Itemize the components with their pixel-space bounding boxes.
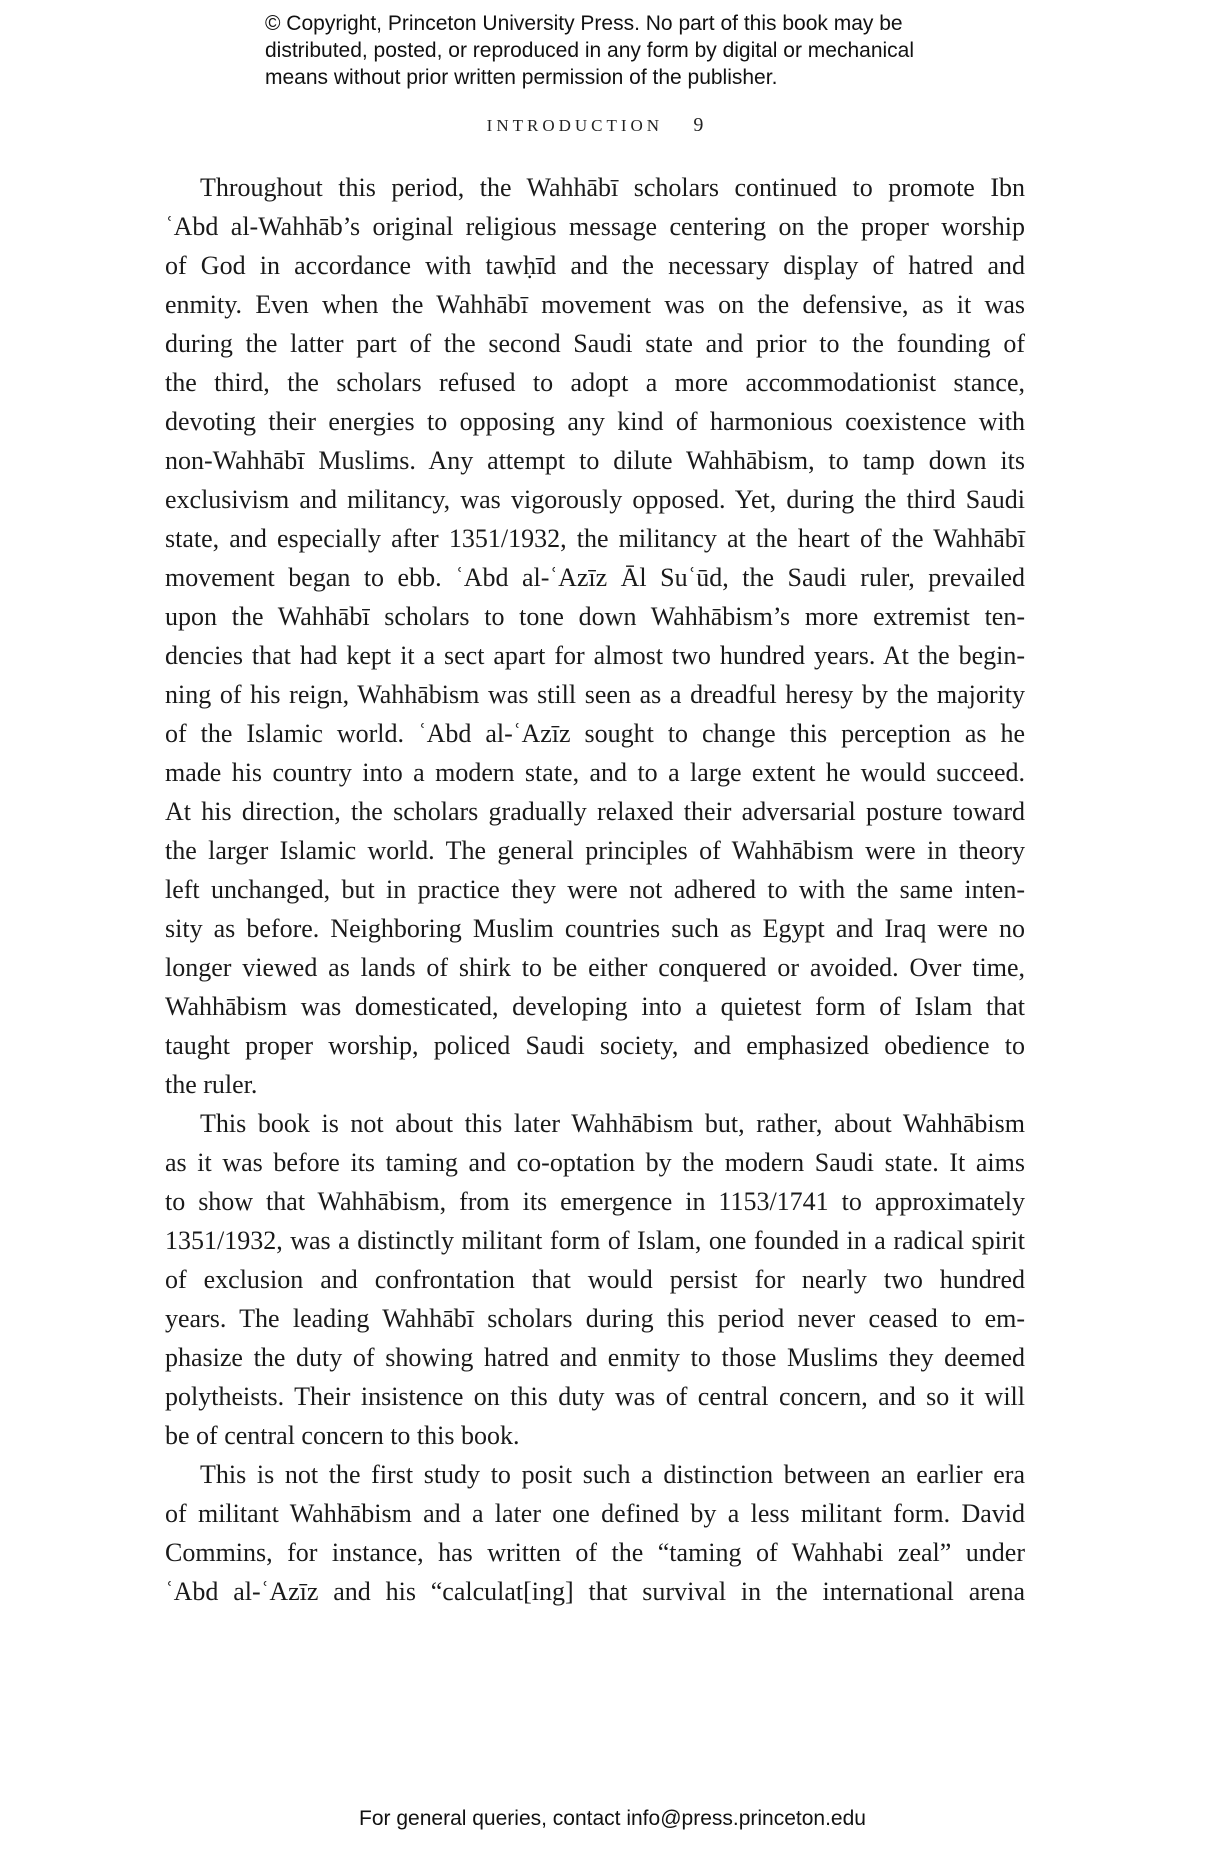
text-line: taught proper worship, policed Saudi society, and emphasized obedience to (165, 1031, 1025, 1060)
copyright-line: means without prior written permission of the publisher. (265, 66, 778, 89)
copyright-notice (265, 10, 1025, 91)
text-line: Throughout this period, the Wahhābī scholars continued to promote Ibn (200, 173, 1025, 202)
text-line: of militant Wahhābism and a later one defined by a less militant form. David (165, 1499, 1025, 1528)
text-line: At his direction, the scholars gradually relaxed their adversarial posture toward (165, 797, 1025, 826)
copyright-line: © Copyright, Princeton University Press. No part of this book may be (265, 12, 903, 35)
text-line: left unchanged, but in practice they were not adhered to with the same inten- (165, 875, 1025, 904)
paragraph (165, 1104, 1025, 1455)
chapter-title: INTRODUCTION (486, 116, 664, 135)
text-line: Commins, for instance, has written of the “taming of Wahhabi zeal” under (165, 1538, 1025, 1567)
body-text (165, 168, 1025, 1611)
paragraph (165, 168, 1025, 1104)
text-line: longer viewed as lands of shirk to be either conquered or avoided. Over time, (165, 953, 1025, 982)
text-line: polytheists. Their insistence on this duty was of central concern, and so it will (165, 1382, 1025, 1411)
running-head (165, 114, 1025, 137)
text-line: phasize the duty of showing hatred and enmity to those Muslims they deemed (165, 1343, 1025, 1372)
text-line: ning of his reign, Wahhābism was still seen as a dreadful heresy by the majority (165, 680, 1025, 709)
text-line: ʿAbd al-Wahhāb’s original religious message centering on the proper worship (165, 212, 1025, 241)
text-line: state, and especially after 1351/1932, the militancy at the heart of the Wahhābī (165, 524, 1025, 553)
text-line: the third, the scholars refused to adopt a more accommodationist stance, (165, 368, 1025, 397)
text-line: as it was before its taming and co-optation by the modern Saudi state. It aims (165, 1148, 1025, 1177)
text-line: This book is not about this later Wahhābism but, rather, about Wahhābism (200, 1109, 1025, 1138)
text-line: devoting their energies to opposing any kind of harmonious coexistence with (165, 407, 1025, 436)
text-line: of God in accordance with tawḥīd and the necessary display of hatred and (165, 251, 1025, 280)
text-line: Wahhābism was domesticated, developing into a quietest form of Islam that (165, 992, 1025, 1021)
text-line: the ruler. (165, 1070, 258, 1099)
footer-contact (0, 1807, 1225, 1831)
text-line: be of central concern to this book. (165, 1421, 520, 1450)
text-line: to show that Wahhābism, from its emergence in 1153/1741 to approximately (165, 1187, 1025, 1216)
text-line: the larger Islamic world. The general principles of Wahhābism were in theory (165, 836, 1025, 865)
text-line: of the Islamic world. ʿAbd al-ʿAzīz sought to change this perception as he (165, 719, 1025, 748)
text-line: ʿAbd al-ʿAzīz and his “calculat[ing] that survival in the international arena (165, 1577, 1025, 1606)
text-line: This is not the first study to posit such a distinction between an earlier era (200, 1460, 1025, 1489)
text-line: exclusivism and militancy, was vigorously opposed. Yet, during the third Saudi (165, 485, 1025, 514)
paragraph (165, 1455, 1025, 1611)
copyright-line: distributed, posted, or reproduced in any form by digital or mechanical (265, 39, 915, 62)
footer-text: For general queries, contact info@press.princeton.edu (359, 1807, 866, 1830)
text-line: made his country into a modern state, and to a large extent he would succeed. (165, 758, 1025, 787)
page-number: 9 (693, 114, 704, 136)
text-line: non-Wahhābī Muslims. Any attempt to dilute Wahhābism, to tamp down its (165, 446, 1025, 475)
text-line: upon the Wahhābī scholars to tone down Wahhābism’s more extremist ten- (165, 602, 1025, 631)
text-line: movement began to ebb. ʿAbd al-ʿAzīz Āl Suʿūd, the Saudi ruler, prevailed (165, 563, 1025, 592)
text-line: years. The leading Wahhābī scholars during this period never ceased to em- (165, 1304, 1025, 1333)
text-line: enmity. Even when the Wahhābī movement was on the defensive, as it was (165, 290, 1025, 319)
text-line: of exclusion and confrontation that would persist for nearly two hundred (165, 1265, 1025, 1294)
text-line: 1351/1932, was a distinctly militant form of Islam, one founded in a radical spirit (165, 1226, 1025, 1255)
text-line: sity as before. Neighboring Muslim countries such as Egypt and Iraq were no (165, 914, 1025, 943)
text-line: dencies that had kept it a sect apart for almost two hundred years. At the begin- (165, 641, 1025, 670)
text-line: during the latter part of the second Saudi state and prior to the founding of (165, 329, 1025, 358)
